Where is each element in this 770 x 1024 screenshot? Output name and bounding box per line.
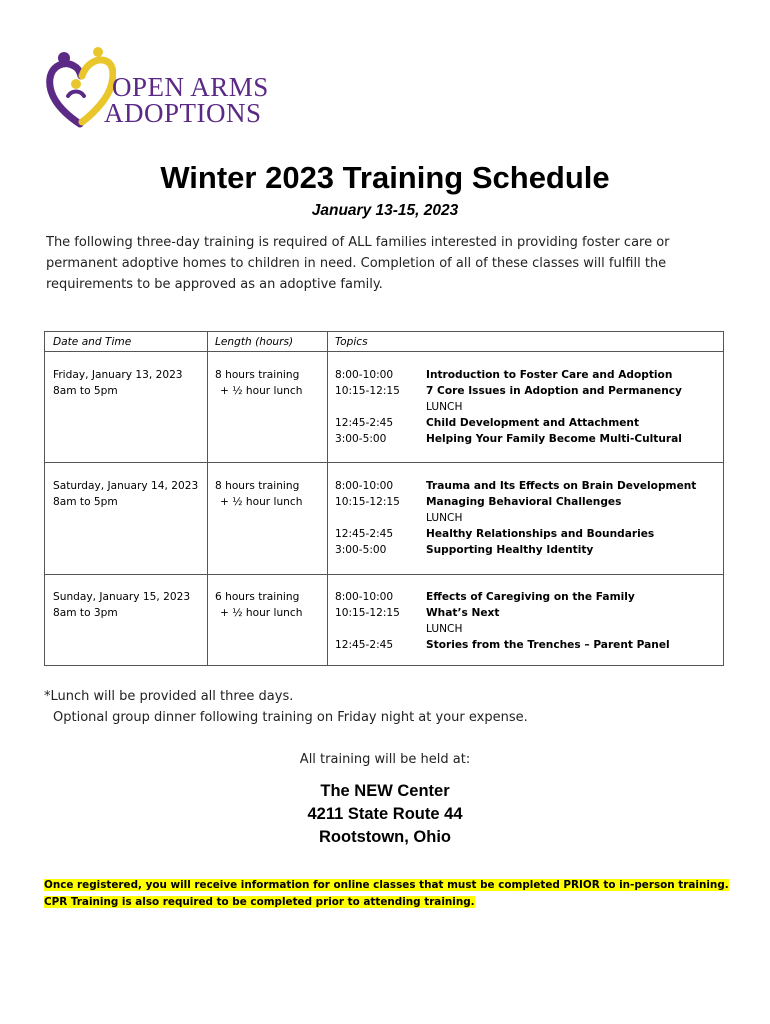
lunch-note: + ½ hour lunch	[220, 496, 303, 508]
table-row-sunday	[53, 589, 190, 621]
header-date: Date and Time	[53, 336, 132, 348]
header-length: Length (hours)	[215, 336, 294, 348]
day-date: Saturday, January 14, 2023	[53, 480, 199, 492]
session-topic: Child Development and Attachment	[426, 417, 640, 429]
day-date: Friday, January 13, 2023	[53, 369, 183, 381]
session-time: 10:15-12:15	[335, 607, 400, 619]
session-time: 10:15-12:15	[335, 496, 400, 508]
session-topic: Stories from the Trenches – Parent Panel	[426, 639, 670, 651]
venue-name: The NEW Center	[320, 782, 450, 800]
session-times	[335, 367, 400, 447]
dinner-note-text: Optional group dinner following training on Friday night at your expense.	[53, 710, 528, 725]
page-title: Winter 2023 Training Schedule	[160, 160, 610, 195]
page-subtitle: January 13-15, 2023	[311, 202, 459, 219]
session-topic: Healthy Relationships and Boundaries	[426, 528, 655, 540]
session-topics	[426, 367, 682, 447]
notice-line-1: Once registered, you will receive information for online classes that must be completed PRIOR to in-person training.	[44, 879, 729, 891]
session-time: 10:15-12:15	[335, 385, 400, 397]
session-time: 12:45-2:45	[335, 417, 394, 429]
day-time: 8am to 3pm	[53, 607, 118, 619]
row-divider	[45, 574, 723, 575]
header-topics: Topics	[335, 336, 368, 348]
day-length	[215, 367, 302, 399]
day-time: 8am to 5pm	[53, 496, 118, 508]
notes	[44, 686, 528, 728]
length-hours: 6 hours training	[215, 591, 300, 603]
logo-line-1: OPEN ARMS	[112, 72, 269, 102]
header-divider	[45, 351, 723, 352]
open-arms-adoptions-logo	[46, 46, 276, 130]
session-lunch: LUNCH	[426, 512, 463, 524]
column-divider	[327, 332, 328, 665]
logo-line-2: ADOPTIONS	[104, 98, 262, 128]
lunch-note: + ½ hour lunch	[220, 385, 303, 397]
session-times	[335, 478, 400, 558]
session-topic: Effects of Caregiving on the Family	[426, 591, 635, 603]
lunch-note-text: *Lunch will be provided all three days.	[44, 689, 294, 704]
session-topic: Introduction to Foster Care and Adoption	[426, 369, 673, 381]
row-divider	[45, 462, 723, 463]
session-topic: Trauma and Its Effects on Brain Development	[426, 480, 697, 492]
session-time: 12:45-2:45	[335, 528, 394, 540]
day-time: 8am to 5pm	[53, 385, 118, 397]
highlighted-notice	[44, 877, 729, 911]
venue-street: 4211 State Route 44	[307, 805, 463, 823]
session-times	[335, 589, 400, 653]
table-row-friday	[53, 367, 183, 399]
notice-line-2: CPR Training is also required to be completed prior to attending training.	[44, 896, 475, 908]
session-time: 12:45-2:45	[335, 639, 394, 651]
session-topics	[426, 478, 696, 558]
session-time: 8:00-10:00	[335, 591, 394, 603]
session-topic: Supporting Healthy Identity	[426, 544, 594, 556]
length-hours: 8 hours training	[215, 369, 300, 381]
session-lunch: LUNCH	[426, 401, 463, 413]
column-divider	[207, 332, 208, 665]
session-topic: What’s Next	[426, 607, 500, 619]
session-time: 3:00-5:00	[335, 433, 387, 445]
session-time: 3:00-5:00	[335, 544, 387, 556]
lunch-note: + ½ hour lunch	[220, 607, 303, 619]
length-hours: 8 hours training	[215, 480, 300, 492]
day-length	[215, 589, 302, 621]
held-at-label: All training will be held at:	[299, 752, 471, 767]
session-time: 8:00-10:00	[335, 480, 394, 492]
venue-address	[0, 780, 770, 849]
session-topic: Helping Your Family Become Multi-Cultural	[426, 433, 682, 445]
schedule-table	[44, 331, 724, 666]
intro-paragraph: The following three-day training is required of ALL families interested in providing foster care or permanent adoptive homes to children in need. Completion of all of these classes will fulfill the requirements to be approved as an adoptive family.	[46, 235, 670, 292]
table-row-saturday	[53, 478, 198, 510]
venue-city: Rootstown, Ohio	[319, 828, 451, 846]
session-topics	[426, 589, 670, 653]
day-length	[215, 478, 302, 510]
session-topic: Managing Behavioral Challenges	[426, 496, 622, 508]
day-date: Sunday, January 15, 2023	[53, 591, 191, 603]
session-lunch: LUNCH	[426, 623, 463, 635]
session-time: 8:00-10:00	[335, 369, 394, 381]
session-topic: 7 Core Issues in Adoption and Permanency	[426, 385, 682, 397]
